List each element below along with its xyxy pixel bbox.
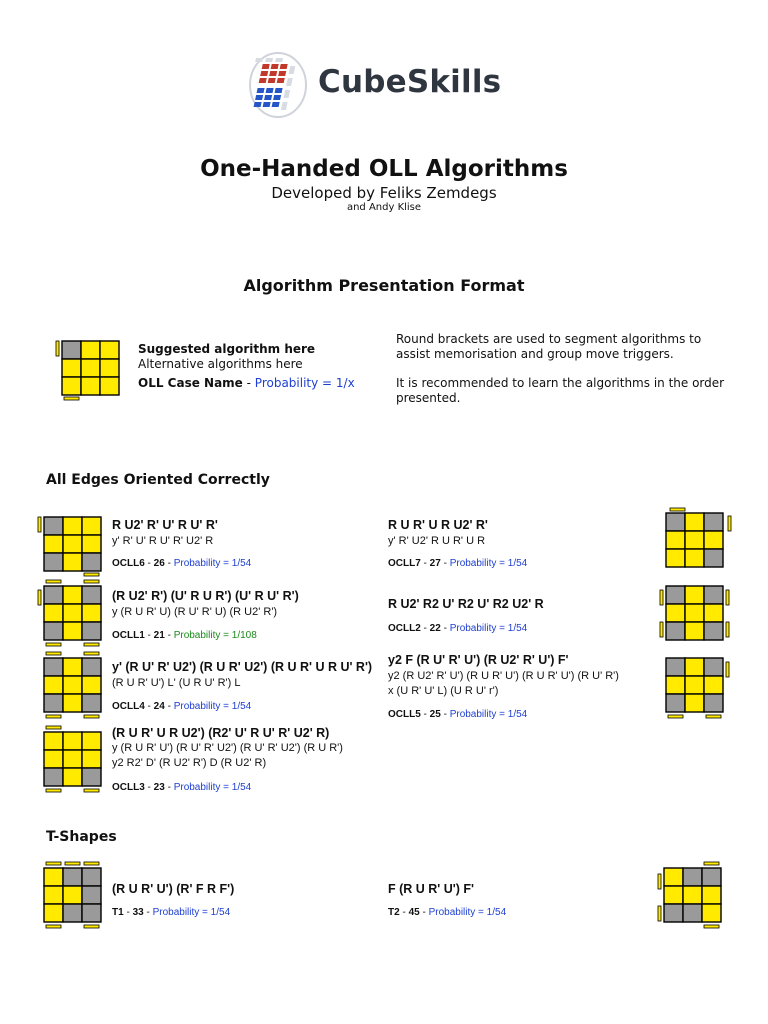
case-name: OCLL7 — [388, 558, 421, 569]
case-number: 45 — [408, 907, 420, 918]
alg-main-t1: (R U R' U') (R' F R F') — [112, 882, 235, 896]
case-name: OCLL3 — [112, 782, 145, 793]
cube-diagram-legend — [56, 336, 126, 402]
case-t1: T1 - 33 - Probability = 1/54 — [112, 907, 231, 918]
case-probability: Probability = 1/54 — [173, 782, 252, 793]
alg-main-ocll7: R U R' U R U2' R' — [388, 518, 488, 532]
legend-suggested: Suggested algorithm here — [138, 342, 316, 356]
cube-diagram-ocll3 — [38, 726, 108, 796]
page-subtitle: Developed by Feliks Zemdegs — [271, 184, 497, 202]
case-number: 25 — [429, 709, 441, 720]
page-title: One-Handed OLL Algorithms — [200, 156, 568, 182]
case-probability: Probability = 1/54 — [449, 709, 528, 720]
section-title-t-shapes: T-Shapes — [46, 829, 117, 845]
case-name: T1 — [112, 907, 124, 918]
cube-diagram-ocll1 — [38, 580, 108, 650]
alg-main-ocll6: R U2' R' U' R U' R' — [112, 518, 218, 532]
case-probability: Probability = 1/108 — [173, 630, 257, 641]
cube-diagram-ocll7 — [662, 508, 732, 574]
page-credit: and Andy Klise — [346, 202, 422, 213]
alg-alt-ocll6: y' R' U' R U' R' U2' R — [112, 535, 214, 547]
alg-alt-ocll7: y' R' U2' R U R' U R — [388, 535, 486, 547]
alg-main-ocll5: y2 F (R U' R' U') (R U2' R' U') F' — [388, 653, 569, 667]
case-ocll4: OCLL4 - 24 - Probability = 1/54 — [112, 701, 252, 712]
alg-alt-ocll5-1: y2 (R U2' R' U') (R U R' U') (R U R' U') (R U' R') — [388, 670, 619, 682]
case-number: 26 — [153, 558, 165, 569]
alg-main-ocll4: y' (R U' R' U2') (R U R' U2') (R U R' U R U' R') — [112, 660, 373, 674]
case-probability: Probability = 1/54 — [449, 623, 528, 634]
case-name: OCLL5 — [388, 709, 421, 720]
case-ocll2: OCLL2 - 22 - Probability = 1/54 — [388, 623, 528, 634]
alg-main-t2: F (R U R' U') F' — [388, 882, 474, 896]
case-name: T2 — [388, 907, 400, 918]
case-ocll7: OCLL7 - 27 - Probability = 1/54 — [388, 558, 528, 569]
case-probability: Probability = 1/54 — [428, 907, 507, 918]
cube-diagram-t1 — [38, 862, 108, 934]
cube-diagram-ocll6 — [38, 512, 108, 578]
case-name: OCLL1 — [112, 630, 145, 641]
case-number: 23 — [153, 782, 165, 793]
legend-probability: Probability = 1/x — [254, 376, 355, 390]
alg-alt-ocll3-2: y2 R2' D' (R U2' R') D (R U2' R) — [112, 757, 267, 769]
case-number: 24 — [153, 701, 165, 712]
alg-alt-ocll5-2: x (U R' U' L) (U R U' r') — [388, 685, 499, 697]
alg-main-ocll2: R U2' R2 U' R2 U' R2 U2' R — [388, 597, 544, 611]
case-t2: T2 - 45 - Probability = 1/54 — [388, 907, 507, 918]
case-name: OCLL6 — [112, 558, 145, 569]
case-name: OCLL4 — [112, 701, 145, 712]
alg-alt-ocll3-1: y (R U R' U') (R U' R' U2') (R U' R' U2') (R U R') — [112, 742, 343, 754]
alg-alt-ocll1: y (R U R' U) (R U' R' U) (R U2' R') — [112, 606, 278, 618]
cube-diagram-ocll2 — [660, 580, 732, 650]
case-probability: Probability = 1/54 — [173, 701, 252, 712]
legend-case-name: OLL Case Name — [138, 376, 243, 390]
case-ocll5: OCLL5 - 25 - Probability = 1/54 — [388, 709, 528, 720]
case-number: 27 — [429, 558, 441, 569]
case-number: 33 — [132, 907, 144, 918]
alg-main-ocll3: (R U R' U R U2') (R2' U' R U' R' U2' R) — [112, 726, 330, 740]
note-order: It is recommended to learn the algorithms in the order presented. — [396, 376, 725, 405]
format-heading: Algorithm Presentation Format — [243, 276, 525, 295]
alg-alt-ocll4: (R U R' U') L' (U R U' R') L — [112, 677, 241, 689]
case-ocll1: OCLL1 - 21 - Probability = 1/108 — [112, 630, 257, 641]
case-probability: Probability = 1/54 — [173, 558, 252, 569]
note-brackets: Round brackets are used to segment algorithms to assist memorisation and group move triggers. — [396, 332, 702, 361]
logo-text: CubeSkills — [318, 64, 502, 100]
alg-main-ocll1: (R U2' R') (U' R U R') (U' R U' R') — [112, 589, 299, 603]
case-name: OCLL2 — [388, 623, 421, 634]
case-probability: Probability = 1/54 — [152, 907, 231, 918]
cube-diagram-t2 — [658, 862, 732, 934]
legend-alternative: Alternative algorithms here — [138, 357, 303, 371]
case-number: 22 — [429, 623, 441, 634]
case-ocll6: OCLL6 - 26 - Probability = 1/54 — [112, 558, 252, 569]
cube-diagram-ocll4 — [38, 652, 108, 722]
section-title-edges-oriented: All Edges Oriented Correctly — [46, 472, 270, 488]
case-number: 21 — [153, 630, 165, 641]
cube-diagram-ocll5 — [660, 652, 732, 722]
case-probability: Probability = 1/54 — [449, 558, 528, 569]
case-ocll3: OCLL3 - 23 - Probability = 1/54 — [112, 782, 252, 793]
legend-case-line: OLL Case Name - Probability = 1/x — [138, 376, 355, 390]
